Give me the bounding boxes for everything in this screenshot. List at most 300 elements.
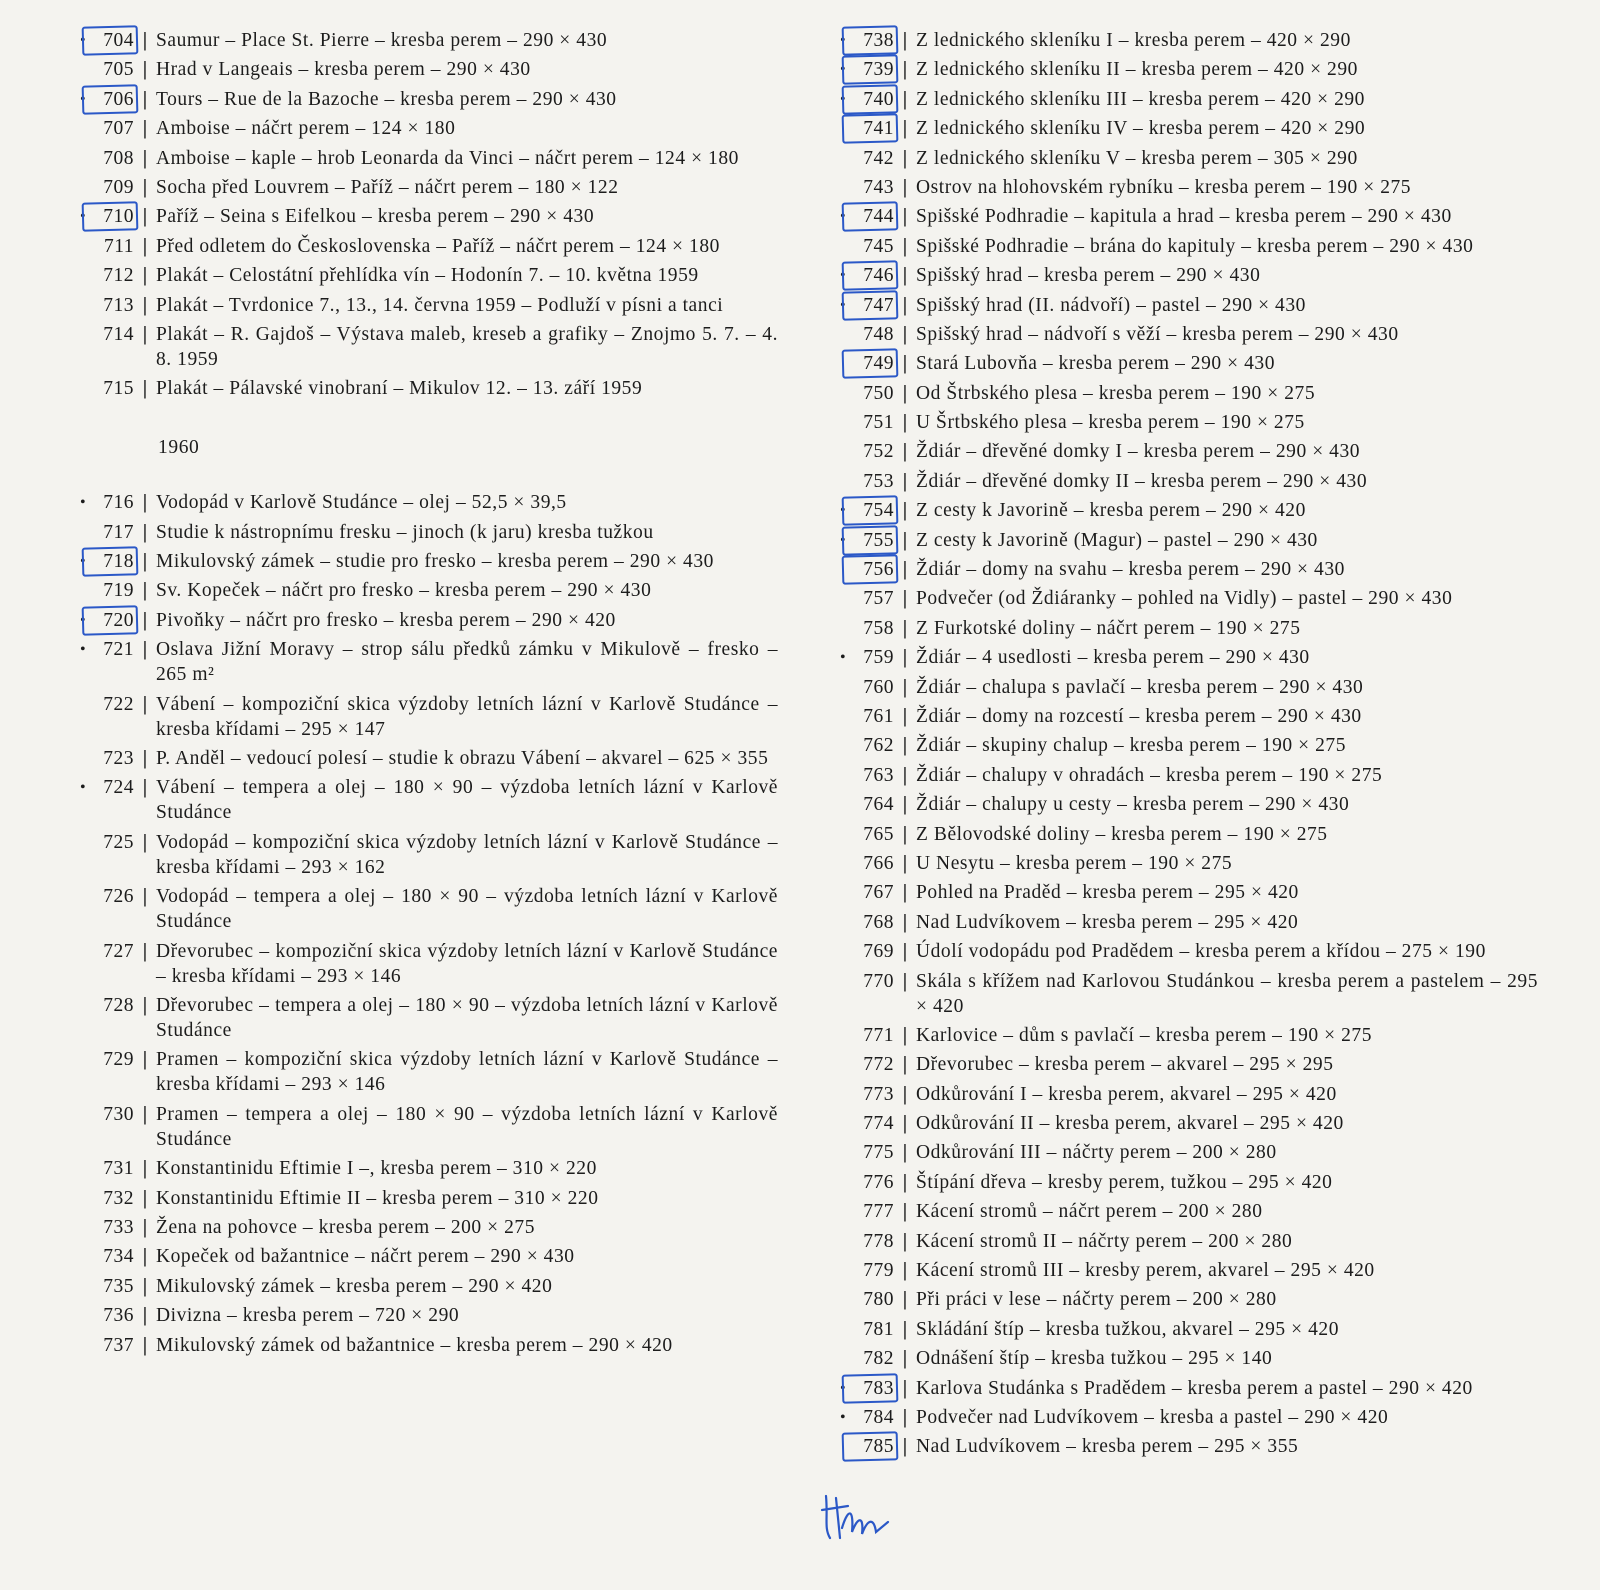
entry-description: Stará Lubovňa – kresba perem – 290 × 430 (916, 353, 1275, 375)
catalog-entry (838, 822, 1538, 847)
entry-description: Vodopád – tempera a olej – 180 × 90 – výzdoba letních lázní v Karlově Studánce (156, 886, 778, 933)
catalog-column-left (78, 28, 778, 1362)
entry-number (78, 692, 134, 717)
bullet-mark-icon: • (840, 90, 847, 108)
catalog-entry (838, 1258, 1538, 1283)
entry-number-text: 732 (103, 1187, 134, 1209)
entry-description: Kácení stromů II – náčrty perem – 200 × 280 (916, 1230, 1293, 1252)
catalog-entry (838, 645, 1538, 670)
separator-bar: | (902, 616, 908, 639)
catalog-entry (838, 528, 1538, 553)
catalog-entry (78, 146, 778, 171)
catalog-entry (78, 637, 778, 687)
separator-bar: | (902, 910, 908, 933)
catalog-entry (838, 87, 1538, 112)
entry-number-text: 767 (863, 882, 894, 904)
entry-description: Ostrov na hlohovském rybníku – kresba perem – 190 × 275 (916, 176, 1412, 198)
catalog-entry (78, 1047, 778, 1097)
entry-number (838, 1434, 894, 1459)
catalog-entry (838, 1317, 1538, 1342)
entry-description: Plakát – Celostátní přehlídka vín – Hodonín 7. – 10. května 1959 (156, 265, 699, 287)
entry-number (838, 146, 894, 171)
entry-number (78, 87, 134, 112)
entry-description: Odkůrování I – kresba perem, akvarel – 295 × 420 (916, 1083, 1337, 1105)
catalog-entry (838, 792, 1538, 817)
entry-number-text: 773 (863, 1083, 894, 1105)
entry-number-text: 756 (863, 559, 894, 581)
entry-description: Štípání dřeva – kresby perem, tužkou – 295 × 420 (916, 1171, 1333, 1193)
catalog-entry (78, 520, 778, 545)
entry-description: Skála s křížem nad Karlovou Studánkou – kresba perem a pastelem – 295 × 420 (916, 970, 1538, 1017)
entry-description: Hrad v Langeais – kresba perem – 290 × 430 (156, 59, 531, 81)
catalog-entry (838, 880, 1538, 905)
entry-number-text: 750 (863, 382, 894, 404)
entry-number (78, 1047, 134, 1072)
catalog-entry (838, 586, 1538, 611)
entry-number-text: 760 (863, 676, 894, 698)
separator-bar: | (142, 692, 148, 715)
separator-bar: | (902, 381, 908, 404)
entry-number (838, 1052, 894, 1077)
separator-bar: | (902, 205, 908, 228)
separator-bar: | (902, 1170, 908, 1193)
separator-bar: | (142, 87, 148, 110)
catalog-entry (78, 1215, 778, 1240)
entry-description: U Šrtbského plesa – kresba perem – 190 × 275 (916, 412, 1305, 434)
entry-description: Ždiár – chalupa s pavlačí – kresba perem – 290 × 430 (916, 676, 1364, 698)
separator-bar: | (902, 940, 908, 963)
separator-bar: | (902, 58, 908, 81)
entry-description: Karlovice – dům s pavlačí – kresba perem – 190 × 275 (916, 1024, 1373, 1046)
entry-description: Vodopád v Karlově Studánce – olej – 52,5 × 39,5 (156, 492, 567, 514)
entry-description: Plakát – Tvrdonice 7., 13., 14. června 1959 – Podluží v písni a tanci (156, 294, 724, 316)
entry-number-text: 721 (103, 639, 134, 661)
entry-number-text: 742 (863, 147, 894, 169)
entry-number (838, 175, 894, 200)
entry-description: Plakát – R. Gajdoš – Výstava maleb, kreseb a grafiky – Znojmo 5. 7. – 4. 8. 1959 (156, 323, 778, 370)
separator-bar: | (902, 763, 908, 786)
catalog-entry (78, 263, 778, 288)
separator-bar: | (902, 1259, 908, 1282)
catalog-entry (838, 351, 1538, 376)
entry-number-text: 717 (103, 521, 134, 543)
separator-bar: | (142, 579, 148, 602)
entry-description: Kácení stromů – náčrt perem – 200 × 280 (916, 1201, 1263, 1223)
separator-bar: | (142, 1245, 148, 1268)
bullet-mark-icon: • (840, 296, 847, 314)
entry-number-text: 751 (863, 412, 894, 434)
separator-bar: | (902, 969, 908, 992)
separator-bar: | (902, 234, 908, 257)
separator-bar: | (142, 608, 148, 631)
separator-bar: | (902, 1141, 908, 1164)
separator-bar: | (142, 322, 148, 345)
entry-number (838, 969, 894, 994)
catalog-entry (838, 57, 1538, 82)
entry-description: Ždiár – 4 usedlosti – kresba perem – 290 × 430 (916, 647, 1310, 669)
separator-bar: | (142, 550, 148, 573)
entry-number (78, 1186, 134, 1211)
entry-number (838, 880, 894, 905)
entry-number-text: 718 (103, 551, 134, 573)
entry-number (838, 57, 894, 82)
catalog-entry (838, 1229, 1538, 1254)
separator-bar: | (142, 491, 148, 514)
catalog-entry (838, 439, 1538, 464)
entry-number-text: 713 (103, 294, 134, 316)
entry-description: Skládání štíp – kresba tužkou, akvarel – 295 × 420 (916, 1318, 1340, 1340)
entry-number-text: 716 (103, 492, 134, 514)
entry-number (838, 792, 894, 817)
catalog-entry (78, 490, 778, 515)
entry-description: Nad Ludvíkovem – kresba perem – 295 × 420 (916, 911, 1299, 933)
catalog-entry (78, 1244, 778, 1269)
entry-description: Divizna – kresba perem – 720 × 290 (156, 1305, 460, 1327)
entry-number-text: 768 (863, 911, 894, 933)
entry-number (78, 263, 134, 288)
catalog-entry (838, 675, 1538, 700)
bullet-mark-icon: • (80, 90, 87, 108)
entry-description: Při práci v lese – náčrty perem – 200 × 280 (916, 1289, 1277, 1311)
bullet-mark-icon: • (80, 611, 87, 629)
entry-number (78, 490, 134, 515)
entry-number-text: 739 (863, 59, 894, 81)
bullet-mark-icon: • (840, 208, 847, 226)
bullet-mark-icon: • (80, 208, 87, 226)
entry-number-text: 778 (863, 1230, 894, 1252)
separator-bar: | (902, 881, 908, 904)
entry-number (838, 910, 894, 935)
entry-number (78, 549, 134, 574)
entry-description: Nad Ludvíkovem – kresba perem – 295 × 355 (916, 1436, 1299, 1458)
entry-description: Ždiár – domy na rozcestí – kresba perem – 290 × 430 (916, 705, 1362, 727)
entry-number (838, 28, 894, 53)
entry-description: Oslava Jižní Moravy – strop sálu předků zámku v Mikulově – fresko – 265 m² (156, 639, 778, 686)
entry-number-text: 719 (103, 580, 134, 602)
catalog-entry (78, 993, 778, 1043)
catalog-entry (78, 775, 778, 825)
separator-bar: | (902, 734, 908, 757)
entry-number-text: 728 (103, 994, 134, 1016)
entry-description: Z lednického skleníku II – kresba perem – 420 × 290 (916, 59, 1358, 81)
catalog-entry (78, 204, 778, 229)
entry-description: Z Furkotské doliny – náčrt perem – 190 × 275 (916, 617, 1301, 639)
entry-number-text: 726 (103, 886, 134, 908)
entry-description: Ždiár – chalupy u cesty – kresba perem – 290 × 430 (916, 794, 1350, 816)
entry-number-text: 720 (103, 609, 134, 631)
entry-number-text: 708 (103, 147, 134, 169)
catalog-entry (78, 884, 778, 934)
entry-number (838, 1170, 894, 1195)
bullet-mark-icon: • (840, 32, 847, 49)
entry-description: Mikulovský zámek – studie pro fresko – kresba perem – 290 × 430 (156, 551, 714, 573)
catalog-entry (838, 1111, 1538, 1136)
entry-number (78, 57, 134, 82)
catalog-entry (78, 376, 778, 401)
separator-bar: | (902, 469, 908, 492)
catalog-entry (78, 746, 778, 771)
entry-number (838, 704, 894, 729)
catalog-entry (838, 1346, 1538, 1371)
entry-description: Pramen – kompoziční skica výzdoby letních lázní v Karlově Studánce – kresba křídami – 293 × 146 (156, 1049, 778, 1096)
catalog-entry (838, 1082, 1538, 1107)
entry-description: Z lednického skleníku IV – kresba perem – 420 × 290 (916, 118, 1366, 140)
separator-bar: | (902, 1082, 908, 1105)
separator-bar: | (902, 1288, 908, 1311)
entry-description: Amboise – kaple – hrob Leonarda da Vinci – náčrt perem – 124 × 180 (156, 147, 739, 169)
entry-description: Vodopád – kompoziční skica výzdoby letních lázní v Karlově Studánce – kresba křídami – 293 × 162 (156, 831, 778, 878)
catalog-entry (78, 830, 778, 880)
year-heading: 1960 (158, 437, 200, 459)
entry-description: Z lednického skleníku III – kresba perem – 420 × 290 (916, 88, 1365, 110)
entry-number-text: 774 (863, 1113, 894, 1135)
entry-description: Odkůrování III – náčrty perem – 200 × 280 (916, 1142, 1277, 1164)
entry-number-text: 733 (103, 1216, 134, 1238)
separator-bar: | (902, 440, 908, 463)
entry-number (838, 1111, 894, 1136)
catalog-entry (78, 608, 778, 633)
entry-number (838, 1376, 894, 1401)
separator-bar: | (142, 234, 148, 257)
catalog-entry (838, 1023, 1538, 1048)
entry-description: Saumur – Place St. Pierre – kresba perem – 290 × 430 (156, 30, 608, 51)
bullet-mark-icon: • (80, 553, 87, 571)
catalog-entry (838, 1170, 1538, 1195)
entry-number-text: 736 (103, 1305, 134, 1327)
catalog-entry (838, 234, 1538, 259)
entry-number-text: 710 (103, 206, 134, 228)
catalog-entry (838, 763, 1538, 788)
entry-number-text: 749 (863, 353, 894, 375)
separator-bar: | (142, 175, 148, 198)
separator-bar: | (902, 675, 908, 698)
entry-number-text: 779 (863, 1260, 894, 1282)
entry-description: Vábení – kompoziční skica výzdoby letních lázní v Karlově Studánce – kresba křídami – 295 × 147 (156, 693, 778, 740)
entry-description: Údolí vodopádu pod Pradědem – kresba perem a křídou – 275 × 190 (916, 941, 1486, 963)
entry-number-text: 770 (863, 970, 894, 992)
entry-number (838, 822, 894, 847)
entry-number-text: 725 (103, 831, 134, 853)
entry-number-text: 777 (863, 1201, 894, 1223)
catalog-entry (78, 322, 778, 372)
entry-description: Dřevorubec – kompoziční skica výzdoby letních lázní v Karlově Studánce – kresba křídami – 293 × 146 (156, 940, 778, 987)
entry-number-text: 761 (863, 705, 894, 727)
separator-bar: | (142, 293, 148, 316)
entry-number (838, 351, 894, 376)
entry-number-text: 780 (863, 1289, 894, 1311)
entry-number (838, 1082, 894, 1107)
entry-number (838, 1346, 894, 1371)
bullet-mark-icon: • (840, 1379, 847, 1397)
entry-description: Podvečer nad Ludvíkovem – kresba a pastel – 290 × 420 (916, 1406, 1389, 1428)
entry-number-text: 731 (103, 1158, 134, 1180)
entry-description: Od Štrbského plesa – kresba perem – 190 × 275 (916, 382, 1316, 404)
entry-number (78, 234, 134, 259)
bullet-mark-icon: • (840, 531, 847, 549)
entry-number (838, 645, 894, 670)
entry-number (78, 1156, 134, 1181)
entry-number (78, 993, 134, 1018)
separator-bar: | (902, 793, 908, 816)
catalog-entry (838, 498, 1538, 523)
entry-number-text: 745 (863, 235, 894, 257)
bullet-mark-icon: • (840, 502, 847, 520)
separator-bar: | (142, 1102, 148, 1125)
bullet-mark-icon: • (840, 649, 847, 667)
entry-number (78, 884, 134, 909)
catalog-entry (78, 578, 778, 603)
bullet-mark-icon: • (80, 779, 87, 797)
catalog-entry (838, 293, 1538, 318)
separator-bar: | (902, 1053, 908, 1076)
catalog-entry (838, 557, 1538, 582)
entry-number (78, 116, 134, 141)
entry-description: Plakát – Pálavské vinobraní – Mikulov 12. – 13. září 1959 (156, 378, 643, 400)
entry-number (838, 87, 894, 112)
entry-number-text: 784 (863, 1406, 894, 1428)
entry-number (838, 1287, 894, 1312)
entry-number-text: 715 (103, 378, 134, 400)
catalog-entry (78, 116, 778, 141)
separator-bar: | (142, 205, 148, 228)
entry-number-text: 746 (863, 265, 894, 287)
entry-number-text: 782 (863, 1348, 894, 1370)
entry-number (838, 293, 894, 318)
entry-description: Odkůrování II – kresba perem, akvarel – 295 × 420 (916, 1113, 1344, 1135)
separator-bar: | (142, 776, 148, 799)
catalog-entry (838, 322, 1538, 347)
entry-number (78, 1244, 134, 1269)
separator-bar: | (902, 1347, 908, 1370)
entry-list (78, 28, 778, 401)
entry-number-text: 743 (863, 176, 894, 198)
entry-number-text: 738 (863, 30, 894, 51)
entry-number-text: 753 (863, 470, 894, 492)
entry-number (78, 28, 134, 53)
entry-number (78, 1215, 134, 1240)
entry-number-text: 759 (863, 647, 894, 669)
separator-bar: | (902, 1435, 908, 1458)
entry-description: P. Anděl – vedoucí polesí – studie k obrazu Vábení – akvarel – 625 × 355 (156, 748, 769, 770)
entry-number-text: 723 (103, 748, 134, 770)
separator-bar: | (902, 851, 908, 874)
separator-bar: | (902, 1405, 908, 1428)
entry-number-text: 747 (863, 294, 894, 316)
entry-number (838, 204, 894, 229)
entry-number (838, 439, 894, 464)
entry-description: Karlova Studánka s Pradědem – kresba perem a pastel – 290 × 420 (916, 1377, 1473, 1399)
separator-bar: | (142, 1304, 148, 1327)
entry-description: Dřevorubec – tempera a olej – 180 × 90 – výzdoba letních lázní v Karlově Studánce (156, 994, 778, 1041)
entry-description: Ždiár – chalupy v ohradách – kresba perem – 190 × 275 (916, 764, 1383, 786)
entry-description: U Nesytu – kresba perem – 190 × 275 (916, 852, 1233, 874)
separator-bar: | (142, 830, 148, 853)
entry-number (838, 733, 894, 758)
entry-number-text: 711 (103, 235, 134, 257)
entry-number (838, 1199, 894, 1224)
entry-number (838, 851, 894, 876)
entry-description: Odnášení štíp – kresba tužkou – 295 × 140 (916, 1348, 1273, 1370)
separator-bar: | (902, 558, 908, 581)
catalog-entry (838, 1287, 1538, 1312)
entry-number (838, 469, 894, 494)
entry-description: Podvečer (od Ždiáranky – pohled na Vidly) – pastel – 290 × 430 (916, 588, 1453, 610)
separator-bar: | (142, 1333, 148, 1356)
entry-description: Kácení stromů III – kresby perem, akvarel – 295 × 420 (916, 1260, 1375, 1282)
catalog-entry (838, 469, 1538, 494)
separator-bar: | (902, 87, 908, 110)
separator-bar: | (142, 146, 148, 169)
entry-number-text: 757 (863, 588, 894, 610)
entry-number-text: 752 (863, 441, 894, 463)
entry-description: Z Bělovodské doliny – kresba perem – 190 × 275 (916, 823, 1328, 845)
bullet-mark-icon: • (80, 641, 87, 659)
separator-bar: | (902, 264, 908, 287)
entry-number-text: 724 (103, 777, 134, 799)
separator-bar: | (902, 587, 908, 610)
entry-description: Dřevorubec – kresba perem – akvarel – 295 × 295 (916, 1054, 1334, 1076)
catalog-entry (78, 57, 778, 82)
catalog-entry (838, 969, 1538, 1019)
catalog-entry (78, 1333, 778, 1358)
entry-number (838, 586, 894, 611)
entry-description: Ždiár – dřevěné domky II – kresba perem – 290 × 430 (916, 470, 1368, 492)
separator-bar: | (902, 1317, 908, 1340)
entry-number-text: 772 (863, 1054, 894, 1076)
entry-description: Mikulovský zámek – kresba perem – 290 × 420 (156, 1275, 553, 1297)
entry-number (838, 498, 894, 523)
catalog-entry (78, 1186, 778, 1211)
entry-number (78, 1274, 134, 1299)
catalog-entry (78, 28, 778, 53)
entry-number-text: 714 (103, 323, 134, 345)
entry-description: Z cesty k Javorině – kresba perem – 290 × 420 (916, 500, 1306, 522)
entry-number (838, 1229, 894, 1254)
catalog-entry (838, 28, 1538, 53)
separator-bar: | (902, 117, 908, 140)
entry-number (78, 520, 134, 545)
separator-bar: | (902, 352, 908, 375)
catalog-entry (838, 204, 1538, 229)
entry-number (78, 578, 134, 603)
separator-bar: | (142, 520, 148, 543)
separator-bar: | (902, 499, 908, 522)
catalog-entry (838, 381, 1538, 406)
entry-number-text: 762 (863, 735, 894, 757)
entry-number-text: 707 (103, 118, 134, 140)
entry-number (838, 263, 894, 288)
entry-number (78, 608, 134, 633)
entry-number (838, 381, 894, 406)
entry-description: Spišské Podhradie – kapitula a hrad – kresba perem – 290 × 430 (916, 206, 1452, 228)
catalog-entry (838, 175, 1538, 200)
catalog-entry (838, 1376, 1538, 1401)
entry-number-text: 737 (103, 1334, 134, 1356)
separator-bar: | (142, 993, 148, 1016)
entry-number (78, 775, 134, 800)
entry-list (78, 490, 778, 1357)
separator-bar: | (902, 175, 908, 198)
entry-description: Pramen – tempera a olej – 180 × 90 – výzdoba letních lázní v Karlově Studánce (156, 1103, 778, 1150)
bullet-mark-icon: • (80, 494, 87, 512)
entry-number-text: 755 (863, 529, 894, 551)
entry-number (78, 293, 134, 318)
entry-description: Tours – Rue de la Bazoche – kresba perem – 290 × 430 (156, 88, 617, 110)
catalog-entry (78, 87, 778, 112)
entry-number-text: 727 (103, 940, 134, 962)
catalog-entry (78, 1274, 778, 1299)
entry-description: Mikulovský zámek od bažantnice – kresba perem – 290 × 420 (156, 1334, 673, 1356)
